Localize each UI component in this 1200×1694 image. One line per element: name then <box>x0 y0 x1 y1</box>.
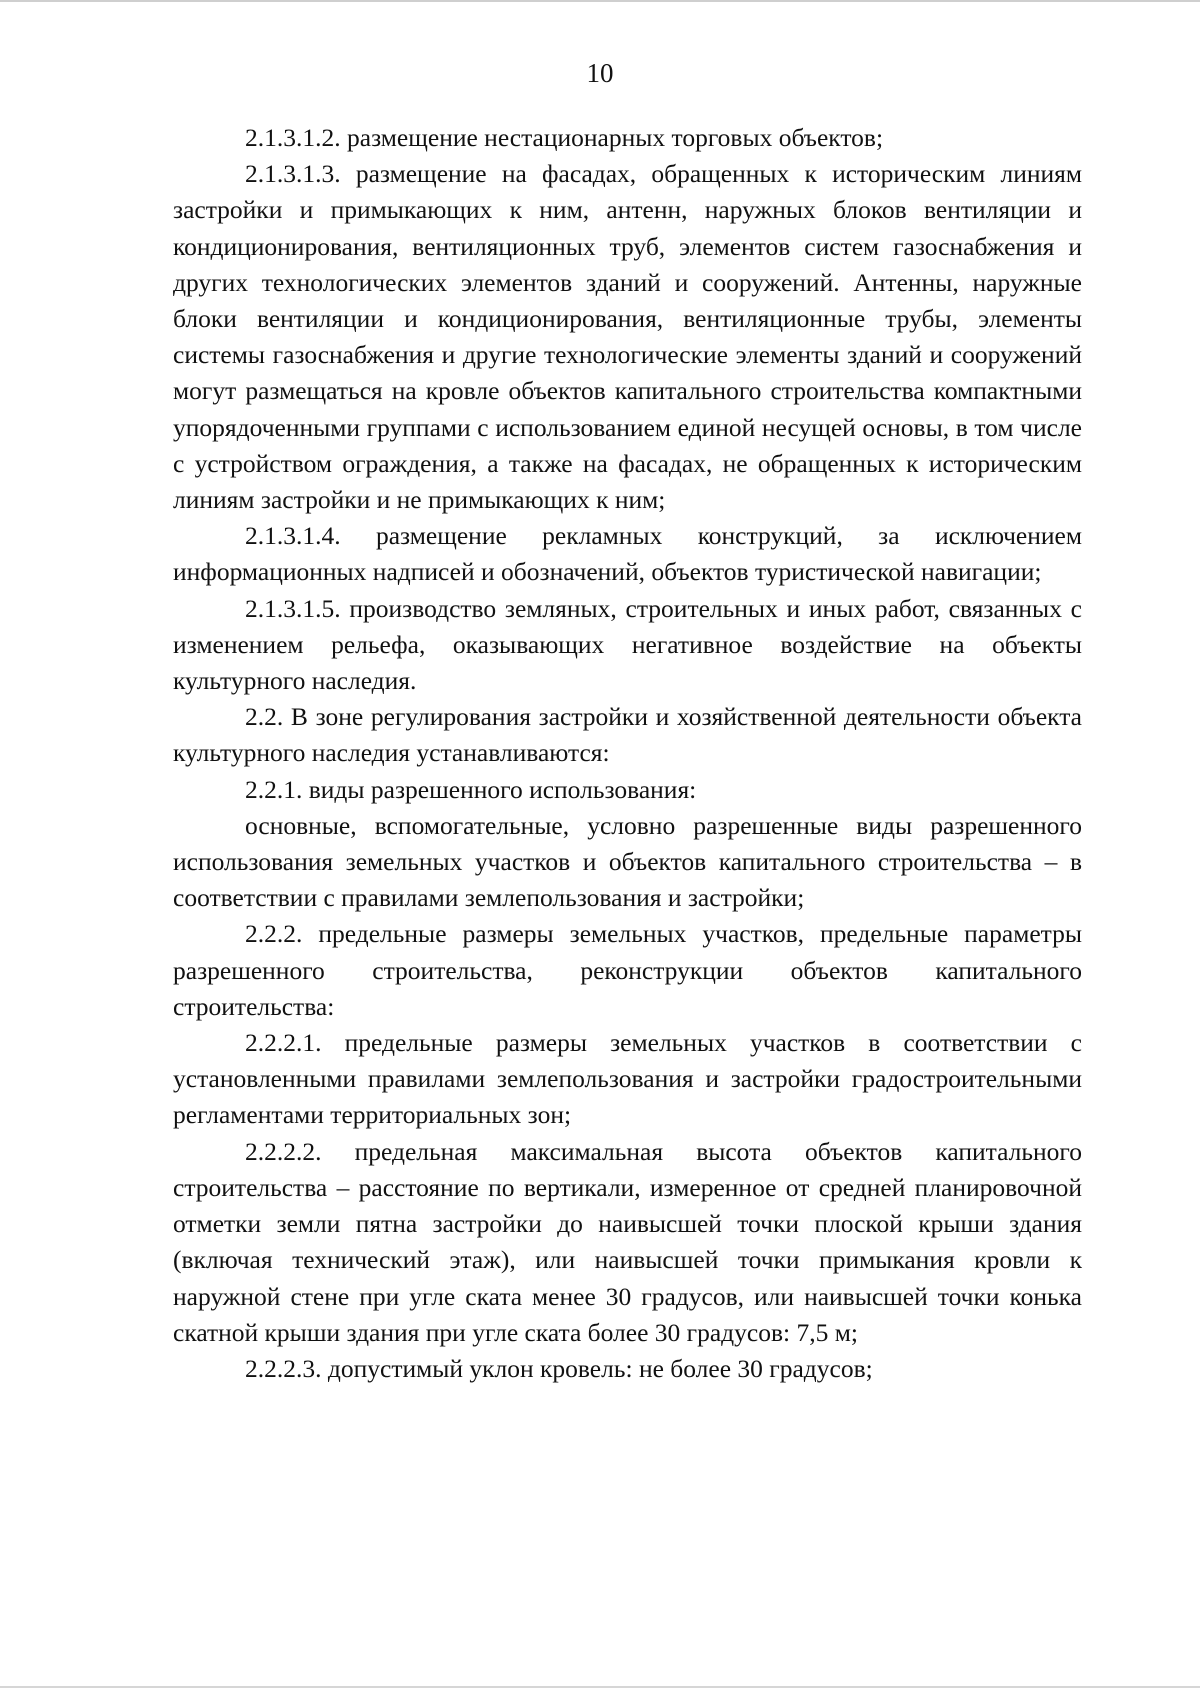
paragraph-2-2: 2.2. В зоне регулирования застройки и хозяйственной деятельности объекта культурного наследия устанавливаются: <box>173 702 1082 768</box>
scan-edge-top <box>0 0 1200 2</box>
paragraph-2-1-3-1-5: 2.1.3.1.5. производство земляных, строительных и иных работ, связанных с изменением рельефа, оказывающих негативное воздействие на объекты культурного наследия. <box>173 593 1082 696</box>
paragraph-2-1-3-1-3: 2.1.3.1.3. размещение на фасадах, обращенных к историческим линиям застройки и примыкающих к ним, антенн, наружных блоков вентиляции и кондиционирования, вентиляционных труб, элементов систем газоснабжения и других технологических элементов зданий и сооружений. Антенны, наружные блоки вентиляции и кондиционирования, вентиляционные трубы, элементы системы газоснабжения и другие технологические элементы зданий и сооружений могут размещаться на кровле объектов капитального строительства компактными упорядоченными группами с использованием единой несущей основы, в том числе с устройством ограждения, а также на фасадах, не обращенных к историческим линиям застройки и не примыкающих к ним; <box>173 159 1082 515</box>
page-number: 10 <box>586 58 614 88</box>
paragraph-2-2-2: 2.2.2. предельные размеры земельных участков, предельные параметры разрешенного строительства, реконструкции объектов капитального строительства: <box>173 919 1082 1021</box>
paragraph-2-2-2-2: 2.2.2.2. предельная максимальная высота объектов капитального строительства – расстояние по вертикали, измеренное от средней планировочной отметки земли пятна застройки до наивысшей точки плоской крыши здания (включая технический этаж), или наивысшей точки примыкания кровли к наружной стене при угле ската менее 30 градусов, или наивысшей точки конька скатной крыши здания при угле ската более 30 градусов: 7,5 м; <box>173 1136 1082 1347</box>
document-body <box>173 120 1082 1387</box>
paragraph-permitted-uses: основные, вспомогательные, условно разрешенные виды разрешенного использования земельных участков и объектов капитального строительства – в соответствии с правилами землепользования и застройки; <box>173 810 1082 913</box>
paragraph-2-2-2-1: 2.2.2.1. предельные размеры земельных участков в соответствии с установленными правилами землепользования и застройки градостроительными регламентами территориальных зон; <box>173 1028 1082 1130</box>
paragraph-2-1-3-1-4: 2.1.3.1.4. размещение рекламных конструкций, за исключением информационных надписей и обозначений, объектов туристической навигации; <box>173 521 1082 587</box>
paragraph-2-1-3-1-2: 2.1.3.1.2. размещение нестационарных торговых объектов; <box>245 123 884 152</box>
paragraph-2-2-1: 2.2.1. виды разрешенного использования: <box>245 774 697 804</box>
scan-edge-bottom <box>0 1686 1200 1688</box>
paragraph-2-2-2-3: 2.2.2.3. допустимый уклон кровель: не более 30 градусов; <box>245 1353 873 1383</box>
